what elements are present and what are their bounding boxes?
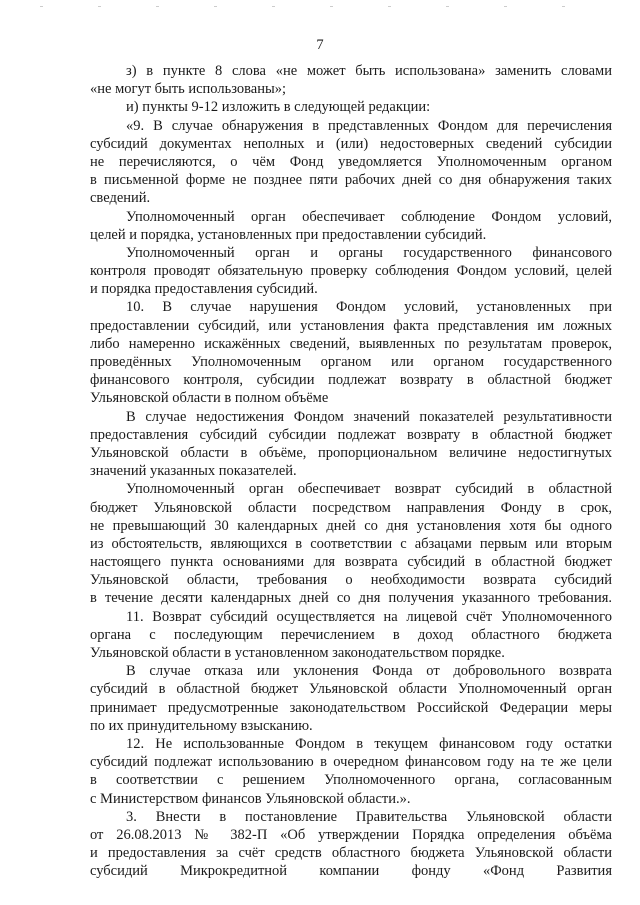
text-line: сведений. <box>90 190 151 207</box>
text-line: и предоставления за счёт средств областного бюджета Ульяновской области <box>90 845 612 862</box>
text-line: предоставления субсидий субсидии подлежат возврату в областной бюджет <box>90 426 612 443</box>
text-line: В случае отказа или уклонения Фонда от добровольного возврата <box>126 663 612 680</box>
text-line: проведённых Уполномоченным органом или органом государственного <box>90 354 612 370</box>
text-line: по их принудительному взысканию. <box>90 717 313 734</box>
text-line: настоящего пункта основаниями для возврата субсидий в областной бюджет <box>90 554 612 571</box>
text-line: не превышающий 30 календарных дней со дня установления хотя бы одного <box>90 517 612 534</box>
text-line: целей и порядка, установленных при предоставлении субсидий. <box>90 226 487 243</box>
text-line: принимает предусмотренные законодательством Российской Федерации меры <box>90 699 612 716</box>
page-number: 7 <box>316 37 324 53</box>
text-line: 12. Не использованные Фондом в текущем финансовом году остатки <box>126 735 612 752</box>
text-line: контроля проводят обязательную проверку соблюдения Фондом условий, целей <box>90 263 612 280</box>
text-line: органа с последующим перечислением в доход областного бюджета <box>90 626 612 643</box>
scan-edge-artifact <box>40 6 600 7</box>
text-line: 10. В случае нарушения Фондом условий, установленных при <box>126 299 612 316</box>
text-line: 3. Внести в постановление Правительства Ульяновской области <box>126 808 612 825</box>
text-line: от 26.08.2013 № 382-П «Об утверждении Порядка определения объёма <box>90 826 612 843</box>
text-line: субсидий документах неполных и (или) недостоверных сведений субсидии <box>90 135 612 152</box>
text-line: Ульяновской области, требования о необходимости возврата субсидий <box>90 572 612 589</box>
text-line: бюджет Ульяновской области посредством направления Фонду в срок, <box>90 499 612 516</box>
text-line: с Министерством финансов Ульяновской области.». <box>90 790 411 807</box>
text-line: з) в пункте 8 слова «не может быть использована» заменить словами <box>126 63 612 79</box>
text-line: Ульяновской области в полном объёме <box>90 390 329 407</box>
text-line: Ульяновской области в объёме, пропорциональном величине недостигнутых <box>90 444 612 461</box>
text-line: в письменной форме не позднее пяти рабочих дней со дня обнаружения таких <box>90 172 612 189</box>
text-line: либо намеренно искажённых сведений, выявленных по результатам проверок, <box>90 335 612 352</box>
text-line: Уполномоченный орган обеспечивает возврат субсидий в областной <box>126 481 612 498</box>
text-line: в соответствии с решением Уполномоченного органа, согласованным <box>90 772 612 789</box>
text-line: «9. В случае обнаружения в представленных Фондом для перечисления <box>126 117 612 134</box>
text-line: Уполномоченный орган обеспечивает соблюдение Фондом условий, <box>126 208 612 225</box>
text-line: Уполномоченный орган и органы государственного финансового <box>126 244 612 261</box>
text-line: Ульяновской области в установленном законодательством порядке. <box>90 645 505 661</box>
text-line: 11. Возврат субсидий осуществляется на лицевой счёт Уполномоченного <box>126 608 612 625</box>
text-line: и порядка предоставления субсидий. <box>90 281 318 298</box>
text-line: «не могут быть использованы»; <box>90 81 286 98</box>
text-line: не перечисляются, о чём Фонд уведомляется Уполномоченным органом <box>90 153 612 170</box>
text-line: и) пункты 9-12 изложить в следующей редакции: <box>126 99 431 116</box>
text-line: субсидий Микрокредитной компании фонду «Фонд Развития <box>90 863 612 880</box>
text-line: из обстоятельств, являющихся в соответствии с абзацами первым или вторым <box>90 535 612 552</box>
text-line: субсидий в областной бюджет Ульяновской области Уполномоченный орган <box>90 681 612 698</box>
text-line: значений указанных показателей. <box>90 463 297 480</box>
text-line: предоставлении субсидий, или установления факта представления им ложных <box>90 317 612 334</box>
text-line: В случае недостижения Фондом значений показателей результативности <box>126 408 612 425</box>
text-line: субсидий подлежат использованию в очередном финансовом году на те же цели <box>90 754 612 771</box>
document-body <box>90 62 612 880</box>
text-line: в течение десяти календарных дней со дня получения указанного требования. <box>90 590 612 607</box>
text-line: финансового контроля, субсидии подлежат возврату в областной бюджет <box>90 372 612 389</box>
